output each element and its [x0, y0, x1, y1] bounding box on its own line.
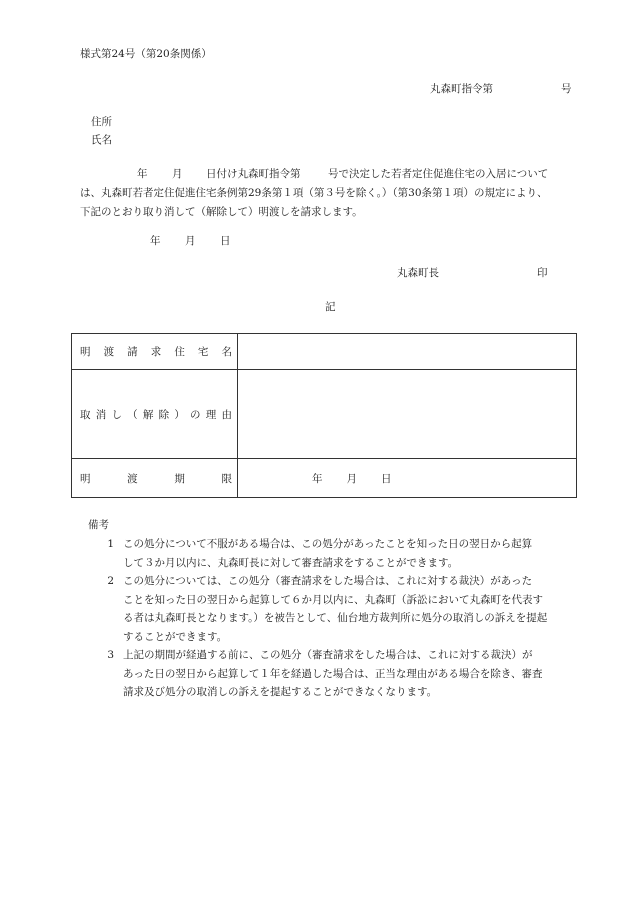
- label-char: 解: [142, 408, 154, 421]
- document-number-suffix: 号: [561, 83, 572, 95]
- label-char: 明: [80, 472, 91, 485]
- address-label: 住所: [91, 116, 112, 128]
- note-line: して３か月以内に、丸森町長に対して審査請求をすることができます。: [123, 556, 459, 569]
- label-char: 由: [221, 408, 232, 421]
- form-number: 様式第24号（第20条関係）: [80, 48, 212, 60]
- note-line: この処分について不服がある場合は、この処分があったことを知った日の翌日から起算: [123, 538, 533, 550]
- vacate-deadline-label: [72, 459, 238, 498]
- note-line: この処分については、この処分（審査請求をした場合は、これに対する裁決）があった: [123, 575, 533, 587]
- request-table: [71, 333, 577, 498]
- signer-title: 丸森町長: [397, 267, 439, 279]
- date-day-label: 日: [220, 235, 231, 247]
- date-month-label: 月: [185, 235, 196, 247]
- note-line: 上記の期間が経過する前に、この処分（審査請求をした場合は、これに対する裁決）が: [123, 649, 533, 661]
- notes-heading: 備考: [88, 519, 109, 531]
- label-char: 限: [221, 472, 232, 485]
- ki-heading: 記: [325, 301, 336, 313]
- body-year-label: 年: [137, 168, 148, 180]
- deadline-day-label: 日: [381, 472, 392, 485]
- label-char: 期: [174, 472, 185, 485]
- deadline-year-label: 年: [312, 472, 323, 485]
- label-char: （: [127, 408, 138, 421]
- label-char: 除: [158, 408, 170, 421]
- label-char: 宅: [197, 346, 209, 358]
- vacate-deadline-value[interactable]: [238, 459, 577, 498]
- housing-name-value[interactable]: [238, 334, 577, 370]
- table-row-reason: [72, 370, 577, 459]
- note-line: あった日の翌日から起算して１年を経過した場合は、正当な理由がある場合を除き、審査: [123, 667, 543, 680]
- label-char: 理: [205, 408, 217, 421]
- body-line-1: [80, 165, 595, 184]
- label-char: 請: [127, 346, 138, 358]
- note-number: 3: [107, 649, 114, 661]
- body-day-and-ref: 日付け丸森町指令第: [206, 168, 301, 180]
- document-number-prefix: 丸森町指令第: [430, 83, 493, 95]
- body-line-2: は、丸森町若者定住促進住宅条例第29条第１項（第３号を除く。）（第30条第１項）の規定により、: [80, 187, 548, 199]
- body-decision-text: 号で決定した若者定住促進住宅の入居について: [328, 168, 549, 180]
- label-char: 住: [174, 346, 185, 358]
- cancellation-reason-value[interactable]: [238, 370, 577, 459]
- name-label: 氏名: [91, 134, 112, 146]
- label-char: 消: [95, 408, 107, 421]
- label-char: し: [111, 408, 122, 421]
- note-line: することができます。: [123, 630, 228, 643]
- label-char: 取: [80, 408, 91, 421]
- table-row-deadline: [72, 459, 577, 498]
- housing-name-label: [72, 334, 238, 370]
- label-char: 明: [80, 346, 91, 358]
- note-line: る者は丸森町長となります。）を被告として、仙台地方裁判所に処分の取消しの訴えを提起: [123, 612, 548, 624]
- note-item: [88, 646, 608, 702]
- label-char: 名: [221, 346, 232, 358]
- table-row-housing: [72, 334, 577, 370]
- deadline-month-label: 月: [346, 472, 357, 485]
- body-line-3: 下記のとおり取り消して（解除して）明渡しを請求します。: [80, 206, 363, 218]
- cancellation-reason-label: [72, 370, 238, 459]
- note-item: [88, 535, 608, 572]
- note-line: ことを知った日の翌日から起算して６か月以内に、丸森町（訴訟において丸森町を代表す: [123, 593, 543, 606]
- body-paragraph: [80, 165, 595, 222]
- label-char: 渡: [127, 472, 138, 485]
- body-month-label: 月: [172, 168, 183, 180]
- date-year-label: 年: [150, 235, 161, 247]
- label-char: 求: [150, 346, 162, 358]
- label-char: 渡: [103, 346, 115, 358]
- label-char: ）: [174, 408, 185, 421]
- note-line: 請求及び処分の取消しの訴えを提起することができなくなります。: [123, 686, 438, 698]
- note-number: 2: [107, 575, 114, 587]
- notes-section: [88, 516, 608, 702]
- label-char: の: [190, 408, 201, 421]
- seal-mark: 印: [537, 267, 548, 279]
- note-number: 1: [107, 538, 114, 550]
- note-item: [88, 572, 608, 646]
